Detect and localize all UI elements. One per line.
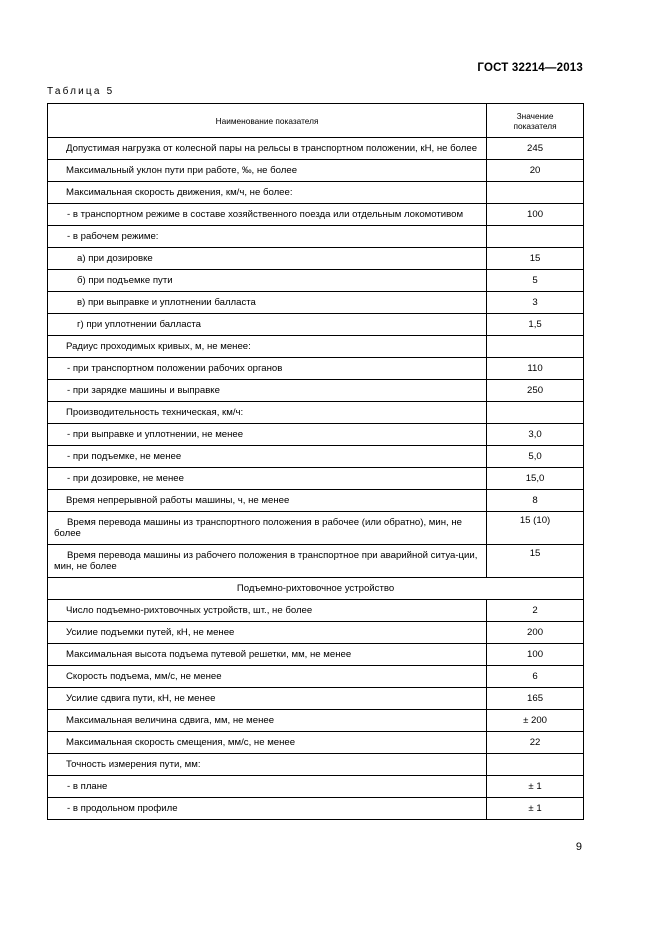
row-value [487,226,584,248]
table-row [48,754,584,776]
table-header-row [48,104,584,138]
row-value: 15 [487,545,584,578]
standard-code: ГОСТ 32214—2013 [477,62,583,74]
row-name: - при дозировке, не менее [48,468,487,490]
row-value: 5,0 [487,446,584,468]
row-value: 110 [487,358,584,380]
row-value: 15 (10) [487,512,584,545]
row-value: 15 [487,248,584,270]
row-value: 20 [487,160,584,182]
row-name: - при зарядке машины и выправке [48,380,487,402]
table-row [48,798,584,820]
row-value [487,754,584,776]
table-row [48,666,584,688]
row-name: - в плане [48,776,487,798]
row-name: а) при дозировке [48,248,487,270]
row-name: Усилие подъемки путей, кН, не менее [48,622,487,644]
row-name: Максимальная скорость движения, км/ч, не более: [48,182,487,204]
table-row [48,622,584,644]
table-row [48,160,584,182]
table-row [48,182,584,204]
row-value [487,402,584,424]
row-value: 2 [487,600,584,622]
table-row [48,314,584,336]
table-row [48,402,584,424]
column-header-value [487,104,584,138]
table-row [48,204,584,226]
row-name: Допустимая нагрузка от колесной пары на рельсы в транспортном положении, кН, не более [48,138,487,160]
table-row [48,732,584,754]
row-name: - при выправке и уплотнении, не менее [48,424,487,446]
column-header-value-text: Значение показателя [513,110,557,131]
row-value: 6 [487,666,584,688]
row-value: 15,0 [487,468,584,490]
row-value: 250 [487,380,584,402]
column-header-name: Наименование показателя [48,104,487,138]
table-row [48,270,584,292]
row-name: - в продольном профиле [48,798,487,820]
row-value: 3,0 [487,424,584,446]
row-value: 165 [487,688,584,710]
row-value: 200 [487,622,584,644]
row-value: 245 [487,138,584,160]
row-value: ± 1 [487,776,584,798]
row-value: ± 200 [487,710,584,732]
row-name: Максимальная высота подъема путевой решетки, мм, не менее [48,644,487,666]
table-row [48,380,584,402]
row-value: 100 [487,644,584,666]
table-row [48,292,584,314]
row-name: Максимальная скорость смещения, мм/с, не менее [48,732,487,754]
row-name: в) при выправке и уплотнении балласта [48,292,487,314]
table-row [48,468,584,490]
row-name: - в транспортном режиме в составе хозяйственного поезда или отдельным локомотивом [48,204,487,226]
table-section-row [48,578,584,600]
section-title: Подъемно-рихтовочное устройство [48,578,584,600]
row-name: - при подъемке, не менее [48,446,487,468]
row-value: 3 [487,292,584,314]
table-row [48,710,584,732]
row-name: Число подъемно-рихтовочных устройств, шт., не более [48,600,487,622]
row-name: Время перевода машины из рабочего положения в транспортное при аварийной ситуа-ции, мин, не более [48,545,487,578]
spec-table [47,103,584,820]
row-value [487,336,584,358]
table-row [48,545,584,578]
page-number: 9 [575,841,582,853]
row-name: г) при уплотнении балласта [48,314,487,336]
row-value: 22 [487,732,584,754]
row-name: Скорость подъема, мм/с, не менее [48,666,487,688]
row-value: 5 [487,270,584,292]
row-value: 8 [487,490,584,512]
table-row [48,336,584,358]
row-name: - в рабочем режиме: [48,226,487,248]
row-name: - при транспортном положении рабочих органов [48,358,487,380]
table-row [48,600,584,622]
table-row [48,446,584,468]
table-row [48,688,584,710]
row-name: Время перевода машины из транспортного положения в рабочее (или обратно), мин, не более [48,512,487,545]
row-name: Усилие сдвига пути, кН, не менее [48,688,487,710]
row-name: Радиус проходимых кривых, м, не менее: [48,336,487,358]
table-row [48,226,584,248]
row-name: Максимальная величина сдвига, мм, не менее [48,710,487,732]
row-name: Максимальный уклон пути при работе, ‰, не более [48,160,487,182]
row-name: Время непрерывной работы машины, ч, не менее [48,490,487,512]
row-name: б) при подъемке пути [48,270,487,292]
table-row [48,138,584,160]
row-value: 1,5 [487,314,584,336]
row-name: Производительность техническая, км/ч: [48,402,487,424]
table-row [48,512,584,545]
table-row [48,490,584,512]
table-row [48,644,584,666]
table-caption: Таблица 5 [47,86,115,97]
row-name: Точность измерения пути, мм: [48,754,487,776]
table-row [48,248,584,270]
row-value [487,182,584,204]
table-row [48,358,584,380]
row-value: ± 1 [487,798,584,820]
row-value: 100 [487,204,584,226]
table-row [48,776,584,798]
table-row [48,424,584,446]
